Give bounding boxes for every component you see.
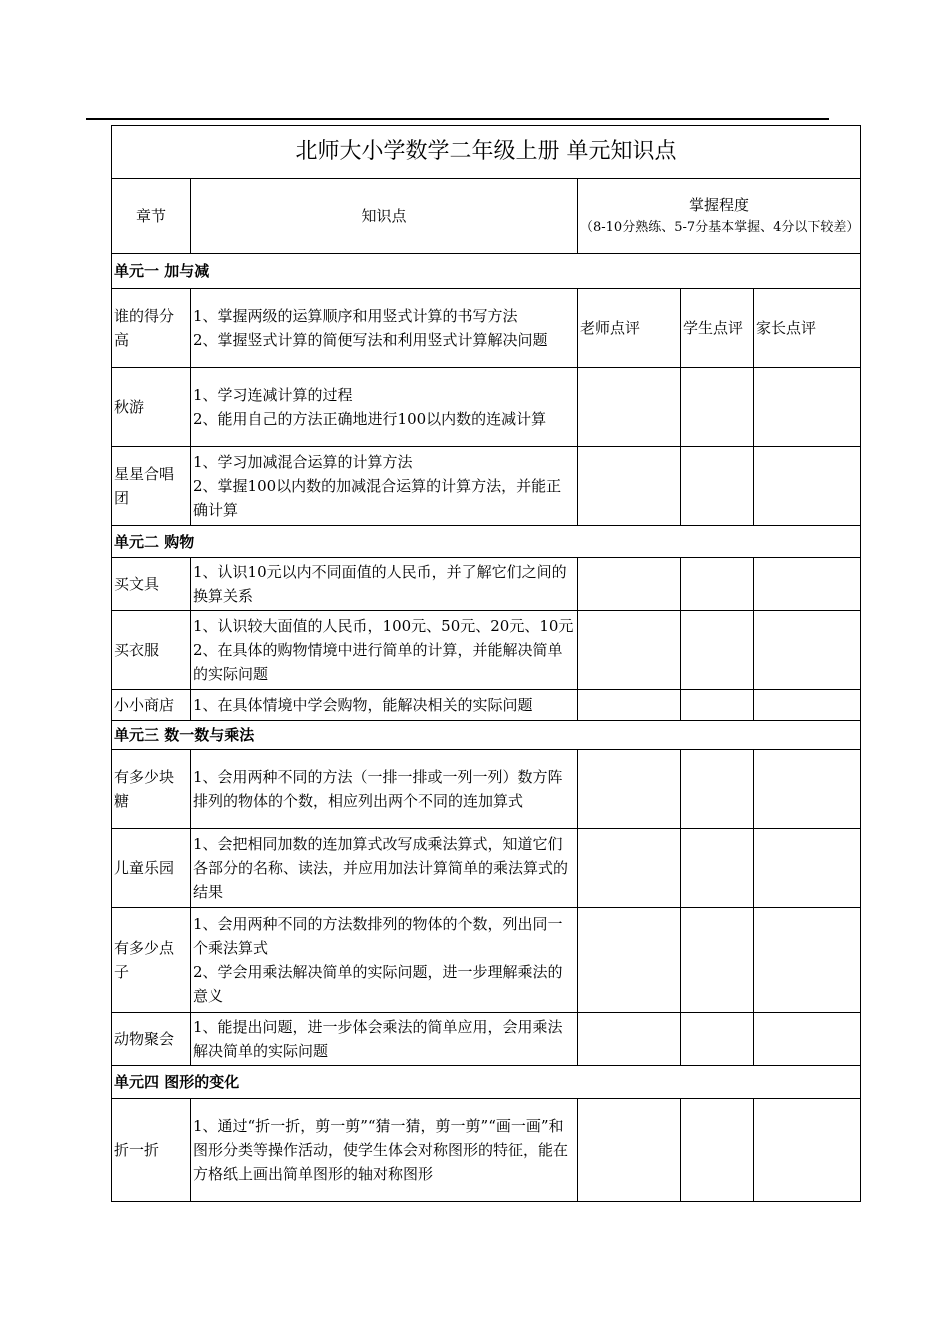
parent-review-cell[interactable] [754, 829, 861, 908]
header-knowledge: 知识点 [191, 179, 578, 254]
knowledge-cell: 1、掌握两级的运算顺序和用竖式计算的书写方法 2、掌握竖式计算的简便写法和利用竖式计算解决问题 [191, 289, 578, 368]
parent-review-cell[interactable] [754, 1013, 861, 1066]
table-row [112, 690, 861, 721]
chapter-cell: 星星合唱团 [112, 447, 191, 526]
teacher-review-cell[interactable] [578, 368, 681, 447]
teacher-review-cell[interactable] [578, 558, 681, 611]
table-row [112, 750, 861, 829]
parent-review-cell[interactable] [754, 690, 861, 721]
student-review-cell[interactable] [681, 558, 754, 611]
teacher-review-cell[interactable] [578, 1099, 681, 1202]
knowledge-cell: 1、会用两种不同的方法（一排一排或一列一列）数方阵排列的物体的个数，相应列出两个不同的连加算式 [191, 750, 578, 829]
parent-review-cell[interactable] [754, 558, 861, 611]
knowledge-cell: 1、在具体情境中学会购物，能解决相关的实际问题 [191, 690, 578, 721]
table-row [112, 558, 861, 611]
knowledge-table [111, 125, 861, 1202]
page-title: 北师大小学数学二年级上册 单元知识点 [112, 126, 861, 179]
knowledge-cell: 1、认识较大面值的人民币，100元、50元、20元、10元 2、在具体的购物情境中进行简单的计算，并能解决简单的实际问题 [191, 611, 578, 690]
knowledge-cell: 1、学习加减混合运算的计算方法 2、掌握100以内数的加减混合运算的计算方法，并能正确计算 [191, 447, 578, 526]
table-row [112, 447, 861, 526]
student-review-cell[interactable] [681, 750, 754, 829]
teacher-review-cell[interactable] [578, 1013, 681, 1066]
table-row [112, 611, 861, 690]
student-review-cell[interactable] [681, 1013, 754, 1066]
teacher-review-cell[interactable] [578, 611, 681, 690]
student-review-cell[interactable] [681, 829, 754, 908]
parent-review-cell[interactable] [754, 611, 861, 690]
unit-row [112, 1066, 861, 1099]
chapter-cell: 折一折 [112, 1099, 191, 1202]
teacher-review-cell[interactable] [578, 750, 681, 829]
unit-title: 单元四 图形的变化 [112, 1066, 861, 1099]
unit-title: 单元三 数一数与乘法 [112, 721, 861, 750]
unit-row [112, 526, 861, 558]
knowledge-cell: 1、认识10元以内不同面值的人民币，并了解它们之间的换算关系 [191, 558, 578, 611]
knowledge-cell: 1、会把相同加数的连加算式改写成乘法算式，知道它们各部分的名称、读法，并应用加法计算简单的乘法算式的结果 [191, 829, 578, 908]
table-row [112, 1099, 861, 1202]
chapter-cell: 有多少点子 [112, 908, 191, 1013]
chapter-cell: 买衣服 [112, 611, 191, 690]
teacher-review-cell[interactable] [578, 829, 681, 908]
table-row [112, 289, 861, 368]
student-review-cell[interactable] [681, 611, 754, 690]
table-row [112, 368, 861, 447]
unit-title: 单元二 购物 [112, 526, 861, 558]
teacher-review-cell[interactable] [578, 908, 681, 1013]
chapter-cell: 谁的得分高 [112, 289, 191, 368]
knowledge-cell: 1、能提出问题，进一步体会乘法的简单应用，会用乘法解决简单的实际问题 [191, 1013, 578, 1066]
chapter-cell: 动物聚会 [112, 1013, 191, 1066]
parent-review-cell[interactable] [754, 750, 861, 829]
chapter-cell: 买文具 [112, 558, 191, 611]
student-review-cell[interactable]: 学生点评 [681, 289, 754, 368]
teacher-review-cell[interactable] [578, 447, 681, 526]
table-row [112, 1013, 861, 1066]
parent-review-cell[interactable] [754, 447, 861, 526]
parent-review-cell[interactable]: 家长点评 [754, 289, 861, 368]
knowledge-cell: 1、通过“折一折，剪一剪”“猜一猜，剪一剪”“画一画”和图形分类等操作活动，使学生体会对称图形的特征，能在方格纸上画出简单图形的轴对称图形 [191, 1099, 578, 1202]
header-mastery-label: 掌握程度 [689, 196, 750, 214]
student-review-cell[interactable] [681, 908, 754, 1013]
chapter-cell: 儿童乐园 [112, 829, 191, 908]
student-review-cell[interactable] [681, 690, 754, 721]
unit-row [112, 254, 861, 289]
parent-review-cell[interactable] [754, 368, 861, 447]
parent-review-cell[interactable] [754, 1099, 861, 1202]
parent-review-cell[interactable] [754, 908, 861, 1013]
knowledge-cell: 1、会用两种不同的方法数排列的物体的个数，列出同一个乘法算式 2、学会用乘法解决简单的实际问题，进一步理解乘法的意义 [191, 908, 578, 1013]
header-rule [86, 118, 829, 120]
header-chapter: 章节 [112, 179, 191, 254]
unit-title: 单元一 加与减 [112, 254, 861, 289]
header-mastery [578, 179, 861, 254]
student-review-cell[interactable] [681, 447, 754, 526]
table-row [112, 829, 861, 908]
knowledge-cell: 1、学习连减计算的过程 2、能用自己的方法正确地进行100以内数的连减计算 [191, 368, 578, 447]
chapter-cell: 有多少块糖 [112, 750, 191, 829]
unit-row [112, 721, 861, 750]
table-row [112, 908, 861, 1013]
teacher-review-cell[interactable] [578, 690, 681, 721]
chapter-cell: 秋游 [112, 368, 191, 447]
student-review-cell[interactable] [681, 368, 754, 447]
header-mastery-note: （8-10分熟练、5-7分基本掌握、4分以下较差） [580, 220, 860, 235]
teacher-review-cell[interactable]: 老师点评 [578, 289, 681, 368]
chapter-cell: 小小商店 [112, 690, 191, 721]
student-review-cell[interactable] [681, 1099, 754, 1202]
